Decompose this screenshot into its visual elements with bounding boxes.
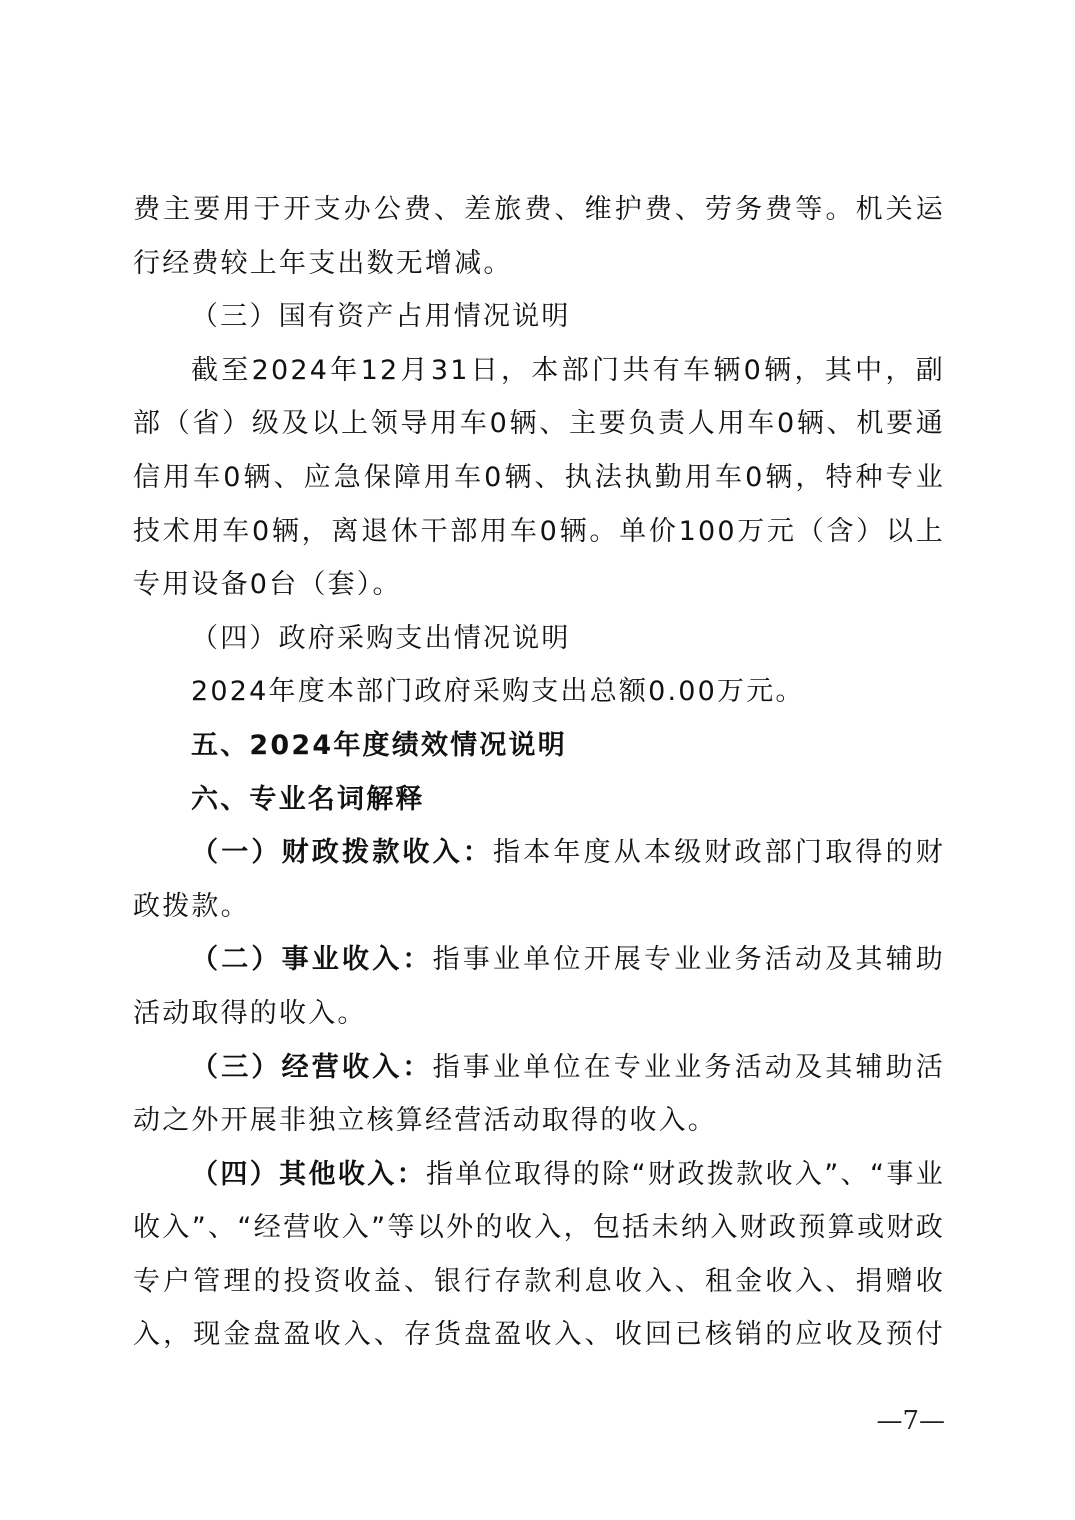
glossary-term: （一）财政拨款收入：: [191, 837, 493, 869]
heading-glossary: 六、专业名词解释: [191, 783, 425, 815]
paragraph-operating-expenses: 费主要用于开支办公费、差旅费、维护费、劳务费等。机关运行经费较上年支出数无增减。: [133, 194, 945, 279]
glossary-item-business-income: [133, 933, 945, 1040]
glossary-term: （二）事业收入：: [191, 944, 433, 976]
glossary-item-other-income: [133, 1148, 945, 1362]
document-body: [133, 183, 945, 1362]
glossary-definition: 指事业单位在专业业务活动及其辅助活动之外开展非独立核算经营活动取得的收入。: [133, 1051, 945, 1137]
paragraph-state-assets: 截至2024年12月31日，本部门共有车辆0辆，其中，副部（省）级及以上领导用车0辆、主要负责人用车0辆、机要通信用车0辆、应急保障用车0辆、执法执勤用车0辆，特种专业技术用车0辆，离退休干部用车0辆。单价100万元（含）以上专用设备0台（套）。: [133, 354, 945, 601]
glossary-definition: 指单位取得的除“财政拨款收入”、“事业收入”、“经营收入”等以外的收入，包括未纳入财政预算或财政专户管理的投资收益、银行存款利息收入、租金收入、捐赠收入，现金盘盈收入、存货盘盈收入、收回已核销的应收及预付: [133, 1158, 945, 1351]
page-number: —7—: [876, 1406, 945, 1436]
heading-state-assets: （三）国有资产占用情况说明: [191, 301, 571, 333]
heading-government-procurement: （四）政府采购支出情况说明: [191, 622, 571, 654]
glossary-definition: 指本年度从本级财政部门取得的财政拨款。: [133, 837, 945, 922]
glossary-item-operating-income: [133, 1041, 945, 1148]
glossary-term: （三）经营收入：: [191, 1051, 433, 1083]
paragraph-government-procurement: 2024年度本部门政府采购支出总额0.00万元。: [191, 676, 805, 708]
glossary-definition: 指事业单位开展专业业务活动及其辅助活动取得的收入。: [133, 944, 945, 1029]
heading-performance: 五、2024年度绩效情况说明: [191, 729, 567, 761]
glossary-term: （四）其他收入：: [191, 1158, 427, 1190]
glossary-item-fiscal-appropriation: [133, 826, 945, 933]
